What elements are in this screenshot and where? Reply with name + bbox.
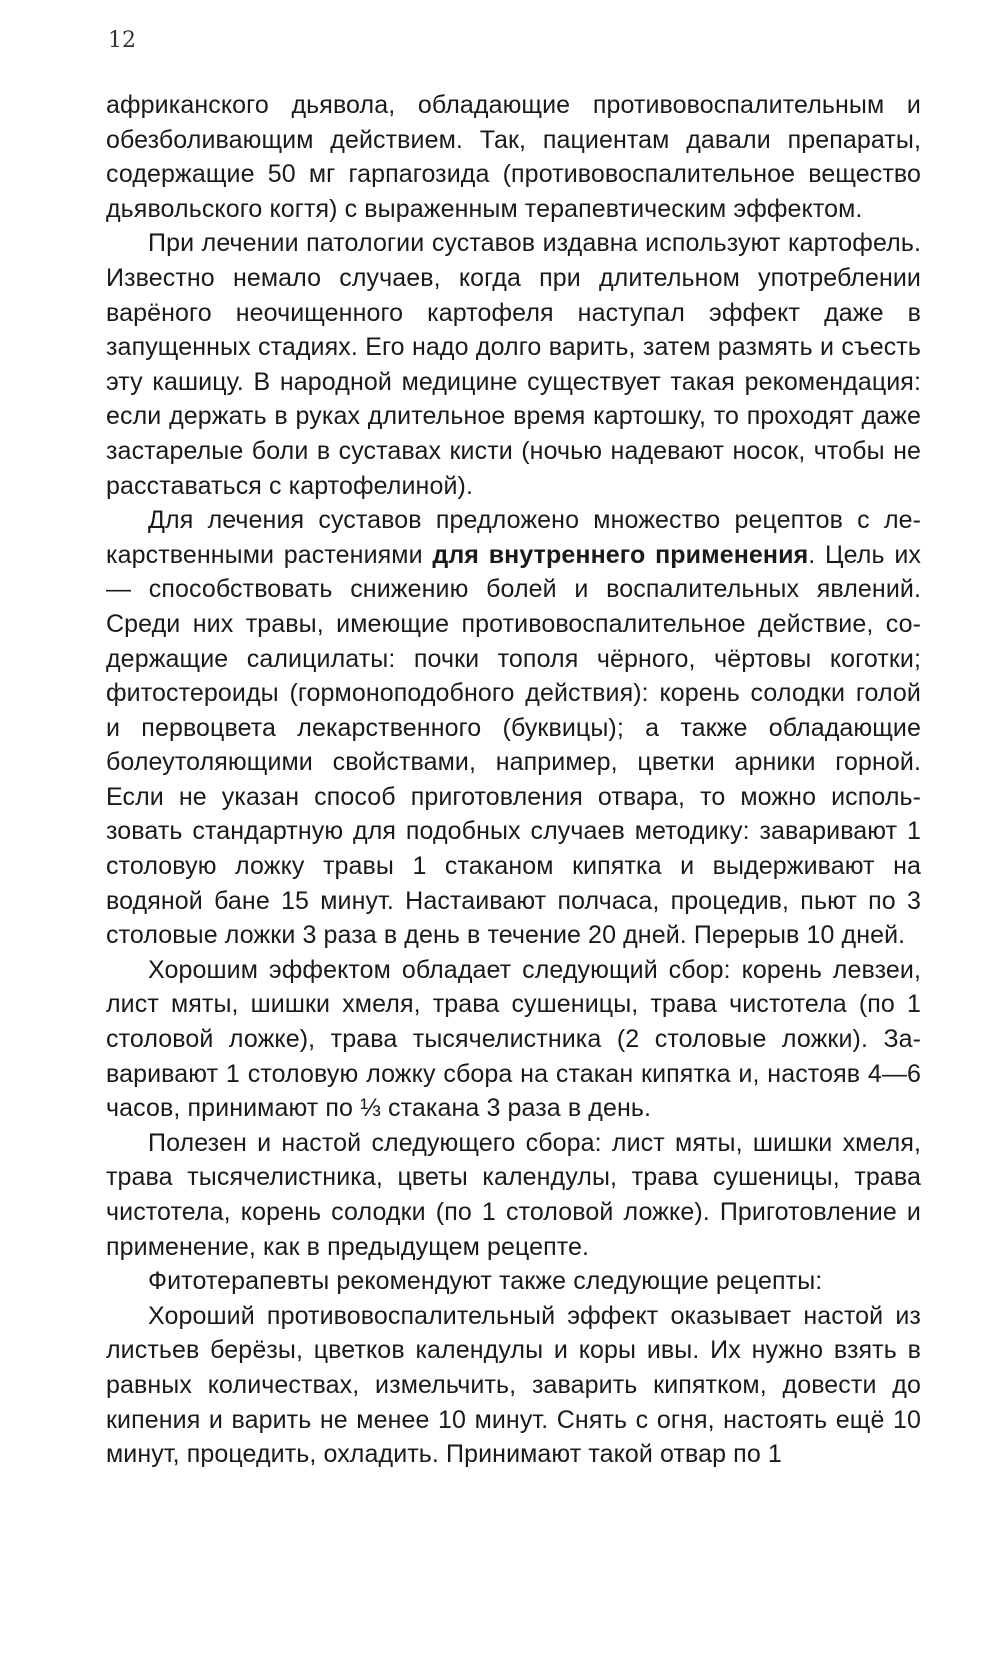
paragraph-2: При лечении патологии суставов издавна используют картофель. Известно немало случаев, когда при длительном употреблении варёного неочищенного картофеля наступал эффект даже в запущенных стадиях. Его надо долго варить, затем размять и съесть эту кашицу. В народной медицине существует такая рекомендация: если держать в руках длительное время картошку, то проходят даже застарелые боли в суставах кисти (ночью надевают носок, чтобы не расставаться с картофелиной). bbox=[106, 229, 921, 500]
paragraph-4: Хорошим эффектом обладает следующий сбор: корень левзеи, лист мяты, шишки хмеля, трава сушеницы, трава чистотела (по 1 столовой ложке), трава тысячелистника (2 столовые ложки). Заваривают 1 столовую ложку сбора на стакан кипятка и, настояв 4—6 часов, принимают по ⅓ стакана 3 раза в день. bbox=[106, 955, 921, 1123]
paragraph-7: Хороший противовоспалительный эффект оказывает настой из листьев берёзы, цветков календулы и коры ивы. Их нужно взять в равных количествах, измельчить, заварить кипятком, довести до кипения и варить не менее 10 минут. Снять с огня, настоять ещё 10 минут, процедить, охладить. Принимают такой отвар по 1 bbox=[106, 1301, 921, 1469]
paragraph-6: Фитотерапевты рекомендуют также следующие рецепты: bbox=[148, 1267, 823, 1296]
page-number: 12 bbox=[108, 28, 136, 53]
paragraph-3 bbox=[106, 503, 921, 953]
paragraph-3-after: . Цель их — способствовать снижению болей и воспалительных явлений. Среди них травы, имеющие противовоспалительное действие, содержащие салицилаты: почки тополя чёрного, чёртовы коготки; фитостероиды (гормоноподобного действия): корень солодки голой и первоцвета лекарственного (буквицы); а также обладающие болеутоляющими свойствами, например, цветки арники горной. Если не указан способ приготовления отвара, то можно использовать стандартную для подобных случаев методику: заваривают 1 столовую ложку травы 1 стаканом кипятка и выдерживают на водяной бане 15 минут. Настаивают полчаса, процедив, пьют по 3 столовые ложки 3 раза в день в течение 20 дней. Перерыв 10 дней. bbox=[106, 540, 921, 950]
paragraph-3-before: Для лечения суставов предложено множество рецептов с лекарственными растениями bbox=[106, 506, 921, 569]
paragraph-5: Полезен и настой следующего сбора: лист мяты, шишки хмеля, трава тысячелистника, цветы календулы, трава сушеницы, трава чистотела, корень солодки (по 1 столовой ложке). Приготовление и применение, как в предыдущем рецепте. bbox=[106, 1128, 921, 1261]
paragraph-1: африканского дьявола, обладающие противовоспалительным и обезболивающим действием. Так, пациентам давали препараты, содержащие 50 мг гарпагозида (противовоспалительное вещество дьявольского когтя) с выраженным терапевтическим эффектом. bbox=[106, 91, 921, 223]
body-text bbox=[106, 88, 921, 1472]
paragraph-3-bold-phrase: для внутреннего применения bbox=[432, 540, 809, 569]
